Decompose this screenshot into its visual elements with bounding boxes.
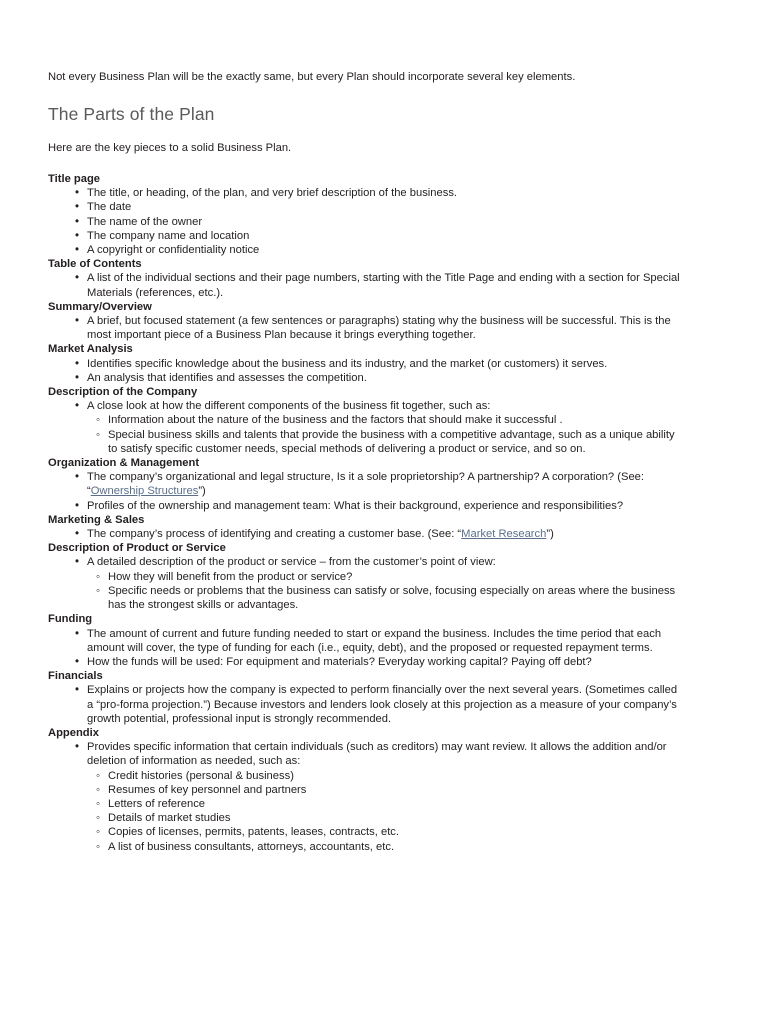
list-item-text: • Explains or projects how the company is expected to perform financially over the next several years. (Sometimes called a “pro-forma projection.”) Because investors and lenders look closely at this projection as a measure of your company’s growth potential, professional input is strongly recommended. [87,683,680,726]
list-item-text: • The company name and location [87,229,680,243]
bullet-list [48,186,680,257]
section-appendix [48,726,680,854]
sub-list-item [87,825,680,839]
market-research-link[interactable]: Market Research [461,528,547,541]
list-item-text: • The date [87,200,680,214]
list-item [48,371,680,385]
list-item-text-before: The company’s process of identifying and creating a customer base. (See: “ [87,528,462,541]
list-item [48,470,680,498]
bullet-list [48,740,680,854]
bullet-list [48,527,680,541]
list-item-text: • Provides specific information that certain individuals (such as creditors) may want review. It allows the addition and/or deletion of information as needed, such as: [87,740,680,768]
section-heading: Appendix [48,726,99,739]
list-item-text: • An analysis that identifies and assesses the competition. [87,371,680,385]
bullet-list [48,399,680,456]
section-heading: Title page [48,173,101,185]
section-heading: Financials [48,670,103,683]
list-item [48,655,680,669]
list-item-text-after: ”) [546,528,554,541]
list-item-text-after: ”) [198,485,206,498]
section-heading: Description of the Company [48,386,198,399]
sub-list-item [87,797,680,811]
list-item-text: • A detailed description of the product or service – from the customer’s point of view: [87,555,680,569]
list-item [48,314,680,342]
sub-list-item-text: ◦ Credit histories (personal & business) [108,769,680,783]
list-item-text: • A list of the individual sections and their page numbers, starting with the Title Page and ending with a section for Special Materials (references, etc.). [87,271,680,299]
list-item-text: • A brief, but focused statement (a few sentences or paragraphs) stating why the business will be successful. This is the most important piece of a Business Plan because it brings everything together. [87,314,680,342]
list-item [48,186,680,200]
section-funding [48,612,680,669]
list-item [48,527,680,541]
bullet-list [48,555,680,612]
section-table-of-contents [48,257,680,300]
section-heading: Market Analysis [48,343,133,356]
sub-list-item [87,840,680,854]
list-item [48,399,680,456]
bullet-list [48,470,680,513]
list-item-text: • The title, or heading, of the plan, and very brief description of the business. [87,186,680,200]
list-item-text: • Identifies specific knowledge about the business and its industry, and the market (or customers) it serves. [87,357,680,371]
list-item [48,229,680,243]
section-heading: Funding [48,613,93,626]
list-item [48,627,680,655]
section-heading: Summary/Overview [48,300,152,313]
list-item-text: • The amount of current and future funding needed to start or expand the business. Includes the time period that each amount will cover, the type of funding for each (i.e., equity, debt), and the proposed or requested repayment terms. [87,627,680,655]
sub-list-item-text: ◦ Special business skills and talents that provide the business with a competitive advantage, such as a unique ability to satisfy specific customer needs, special methods of delivering a product or service, and so on. [108,428,680,456]
sub-list-item [87,570,680,584]
sub-list-item-text: ◦ A list of business consultants, attorneys, accountants, etc. [108,840,680,854]
list-item [48,200,680,214]
section-heading: Organization & Management [48,457,200,470]
list-item-text: • How the funds will be used: For equipment and materials? Everyday working capital? Paying off debt? [87,655,680,669]
bullet-list [48,271,680,299]
list-item [48,683,680,726]
sub-list-item-text: ◦ Letters of reference [108,797,680,811]
section-financials [48,669,680,726]
page-title: The Parts of the Plan [48,103,215,124]
list-item-text-before: The company’s organizational and legal structure, Is it a sole proprietorship? A partnership? A corporation? (See: “ [87,471,645,498]
section-heading: Description of Product or Service [48,542,226,555]
sub-list-item [87,783,680,797]
list-item [48,243,680,257]
list-item [48,740,680,854]
section-summary-overview [48,300,680,343]
section-market-analysis [48,342,680,385]
section-title-page [48,172,680,257]
list-item-text [87,470,680,498]
sub-bullet-list [87,570,680,613]
sub-list-item-text: ◦ Information about the nature of the business and the factors that should make it successful . [108,413,680,427]
bullet-list [48,357,680,385]
sub-list-item-text: ◦ Resumes of key personnel and partners [108,783,680,797]
sub-list-item-text: ◦ How they will benefit from the product or service? [108,570,680,584]
sub-list-item-text: ◦ Copies of licenses, permits, patents, leases, contracts, etc. [108,825,680,839]
list-item [48,271,680,299]
ownership-structures-link[interactable]: Ownership Structures [90,485,199,498]
list-item [48,499,680,513]
list-item [48,357,680,371]
section-description-of-the-company [48,385,680,456]
sub-list-item [87,769,680,783]
list-item [48,555,680,612]
sub-list-item [87,428,680,456]
intro-paragraph: Not every Business Plan will be the exactly same, but every Plan should incorporate several key elements. [48,71,576,83]
sub-list-item [87,811,680,825]
bullet-list [48,683,680,726]
section-heading: Table of Contents [48,258,142,271]
section-marketing-sales [48,513,680,541]
sub-list-item-text: ◦ Specific needs or problems that the business can satisfy or solve, focusing especially on areas where the business has the strongest skills or advantages. [108,584,680,612]
list-item [48,215,680,229]
list-item-text: • A close look at how the different components of the business fit together, such as: [87,399,680,413]
bullet-list [48,314,680,342]
sub-list-item [87,413,680,427]
lead-paragraph: Here are the key pieces to a solid Business Plan. [48,141,292,154]
sub-list-item [87,584,680,612]
section-heading: Marketing & Sales [48,513,145,526]
bullet-list [48,627,680,670]
section-organization-management [48,456,680,513]
section-description-of-product-or-service [48,541,680,612]
sub-bullet-list [87,413,680,456]
sub-bullet-list [87,769,680,854]
list-item-text: • Profiles of the ownership and management team: What is their background, experience and responsibilities? [87,499,680,513]
list-item-text [87,527,680,541]
list-item-text: • The name of the owner [87,215,680,229]
sub-list-item-text: ◦ Details of market studies [108,811,680,825]
list-item-text: • A copyright or confidentiality notice [87,243,680,257]
